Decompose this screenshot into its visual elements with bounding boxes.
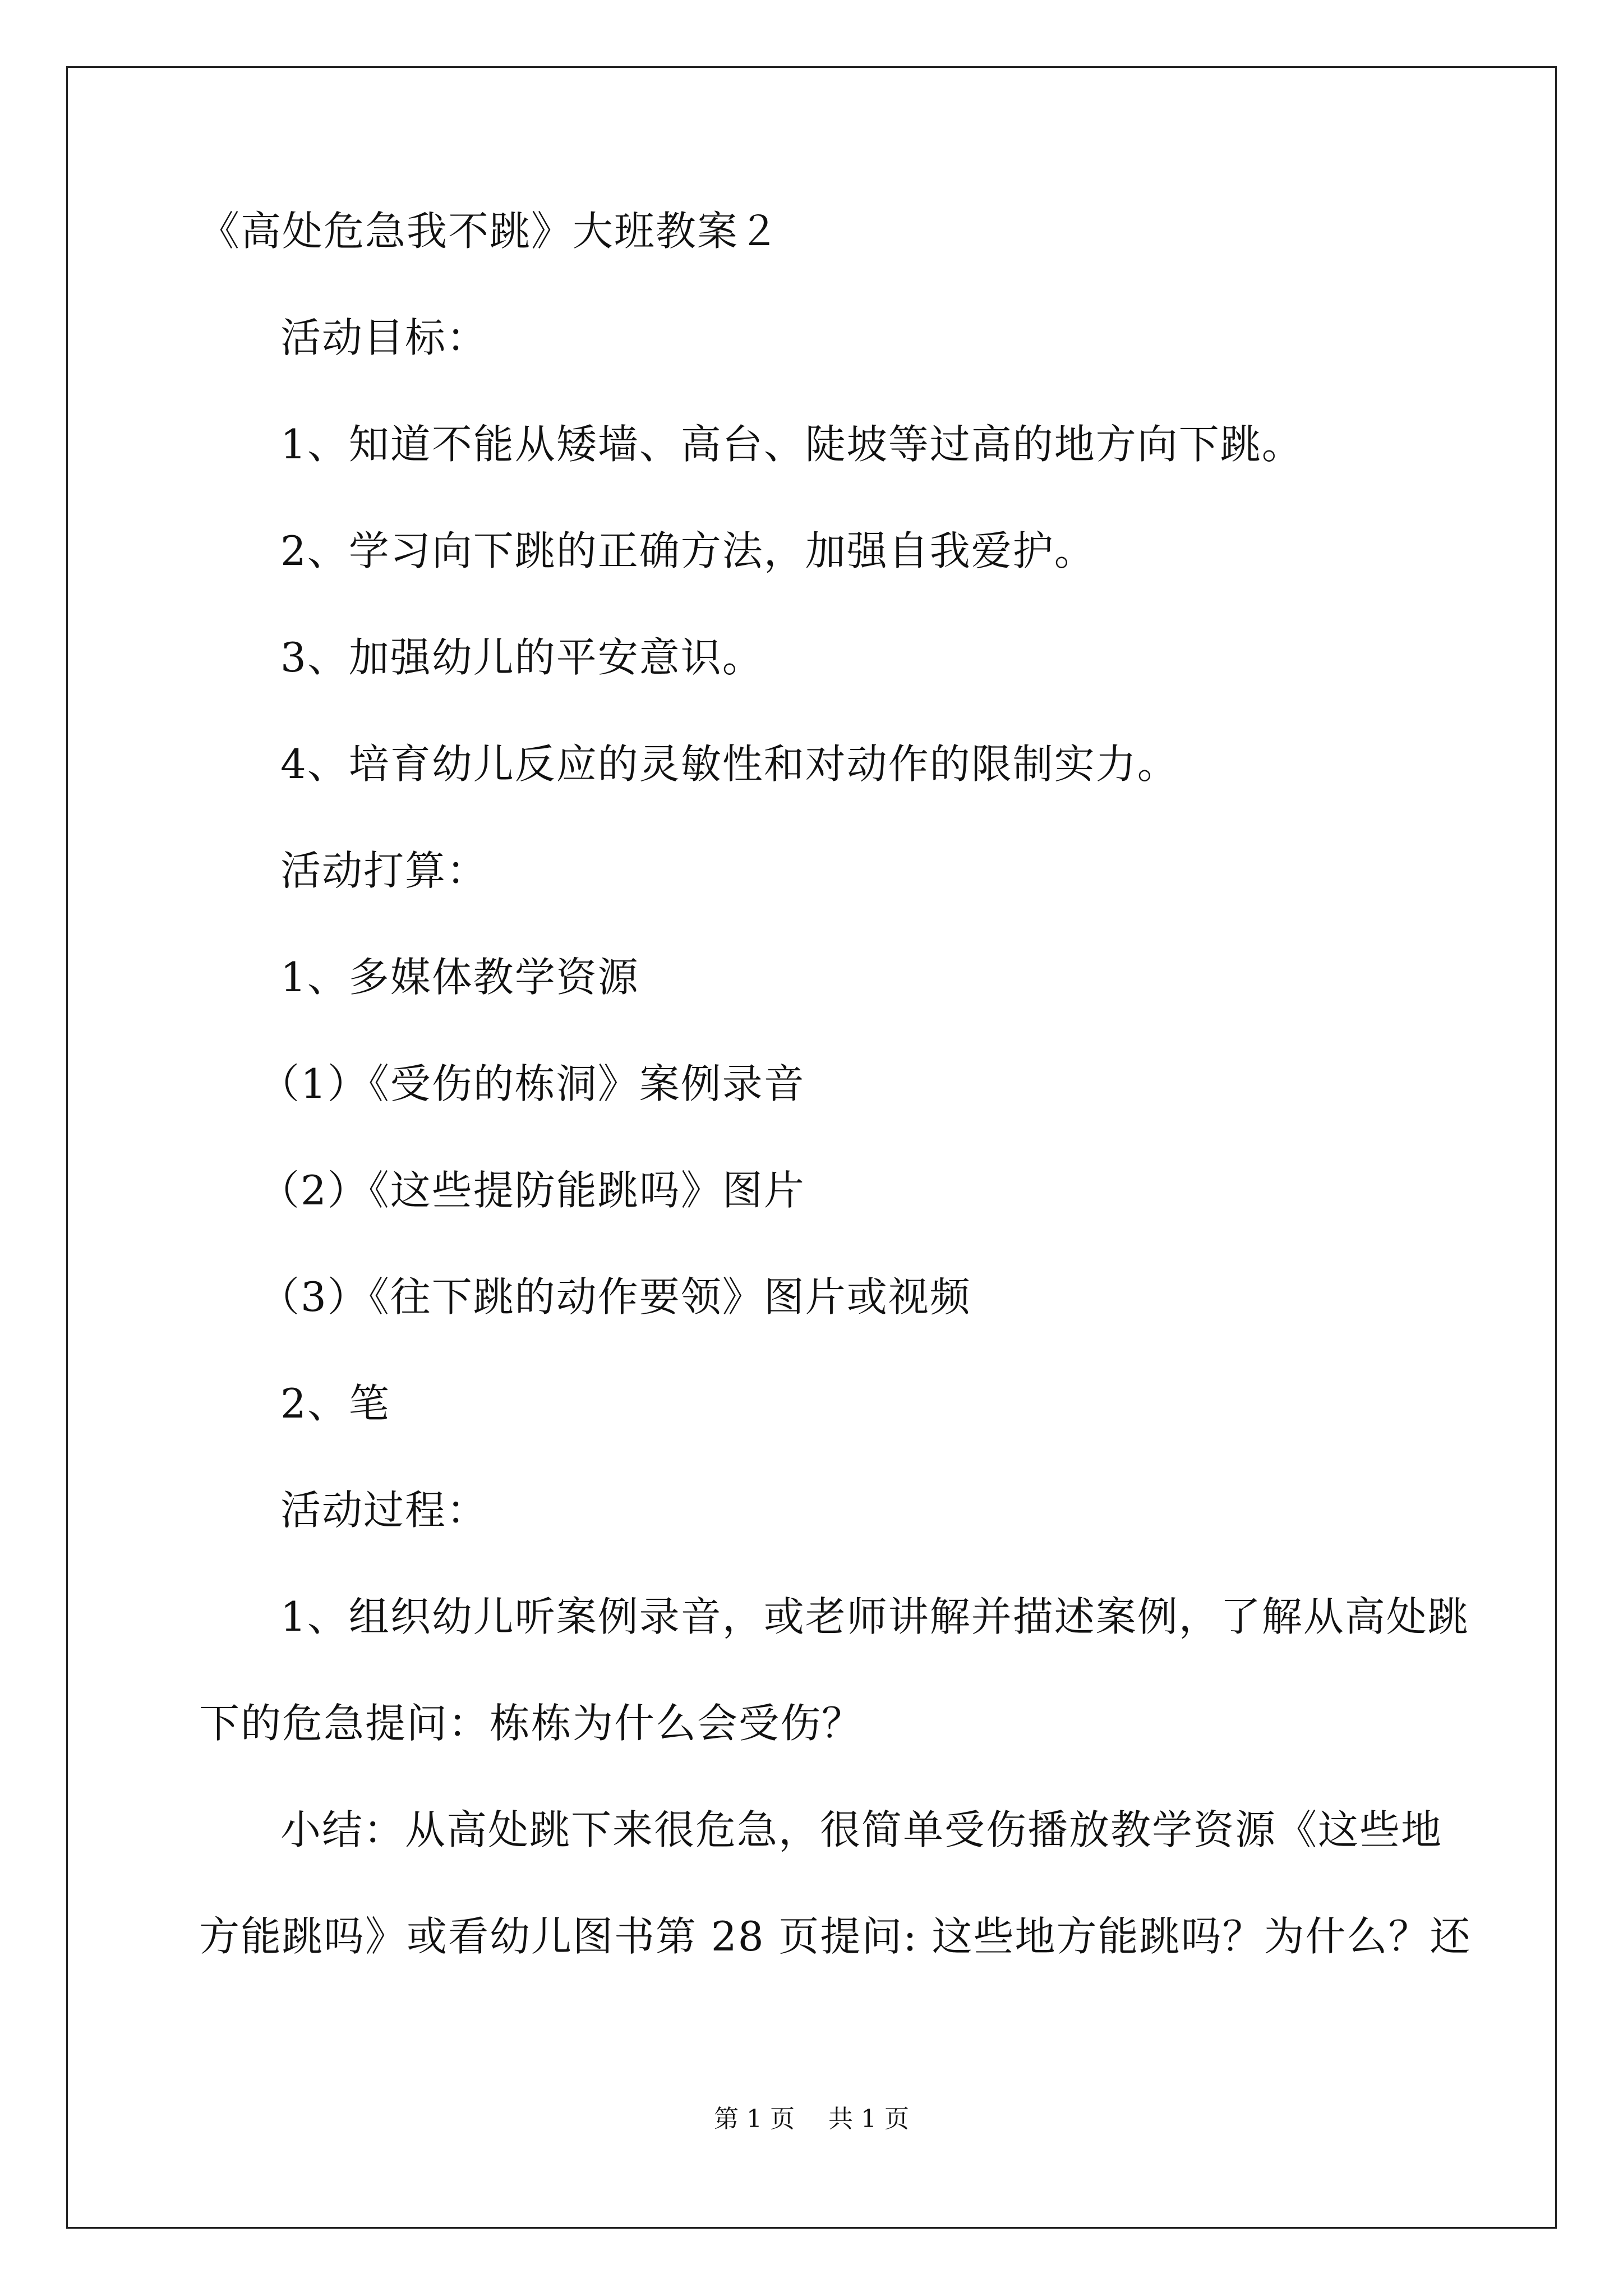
summary-paragraph-line-1: 小结：从高处跳下来很危急，很简单受伤播放教学资源《这些地: [280, 1806, 1443, 1853]
process-paragraph-1-line-2: 下的危急提问：栋栋为什么会受伤？: [199, 1700, 864, 1747]
goal-item-3: 3、加强幼儿的平安意识。: [280, 634, 764, 681]
prep-subitem-1: （1）《受伤的栋洞》案例录音: [259, 1060, 805, 1107]
process-paragraph-1-line-1: 1、组织幼儿听案例录音，或老师讲解并描述案例，了解从高处跳: [280, 1593, 1469, 1640]
footer-total-pages: 共 1 页: [828, 2105, 909, 2133]
section-heading-process: 活动过程：: [280, 1487, 488, 1534]
prep-item-1: 1、多媒体教学资源: [280, 954, 639, 1001]
goal-item-4: 4、培育幼儿反应的灵敏性和对动作的限制实力。: [280, 740, 1179, 788]
document-title: 《高处危急我不跳》大班教案２: [199, 208, 781, 255]
goal-item-1: 1、知道不能从矮墙、高台、陡坡等过高的地方向下跳。: [280, 421, 1303, 468]
page-footer: [0, 2102, 1623, 2136]
summary-paragraph-line-2: 方能跳吗》或看幼儿图书第 28 页提问: 这些地方能跳吗？为什么？还: [199, 1913, 1472, 1960]
goal-item-2: 2、学习向下跳的正确方法，加强自我爱护。: [280, 527, 1096, 574]
prep-subitem-3: （3）《往下跳的动作要领》图片或视频: [259, 1273, 971, 1320]
prep-subitem-2: （2）《这些提防能跳吗》图片: [259, 1167, 805, 1214]
prep-item-2: 2、笔: [280, 1380, 390, 1427]
section-heading-preparation: 活动打算：: [280, 847, 488, 894]
footer-current-page: 第 1 页: [714, 2105, 795, 2133]
section-heading-goals: 活动目标：: [280, 314, 488, 361]
page-border: [66, 66, 1557, 2229]
